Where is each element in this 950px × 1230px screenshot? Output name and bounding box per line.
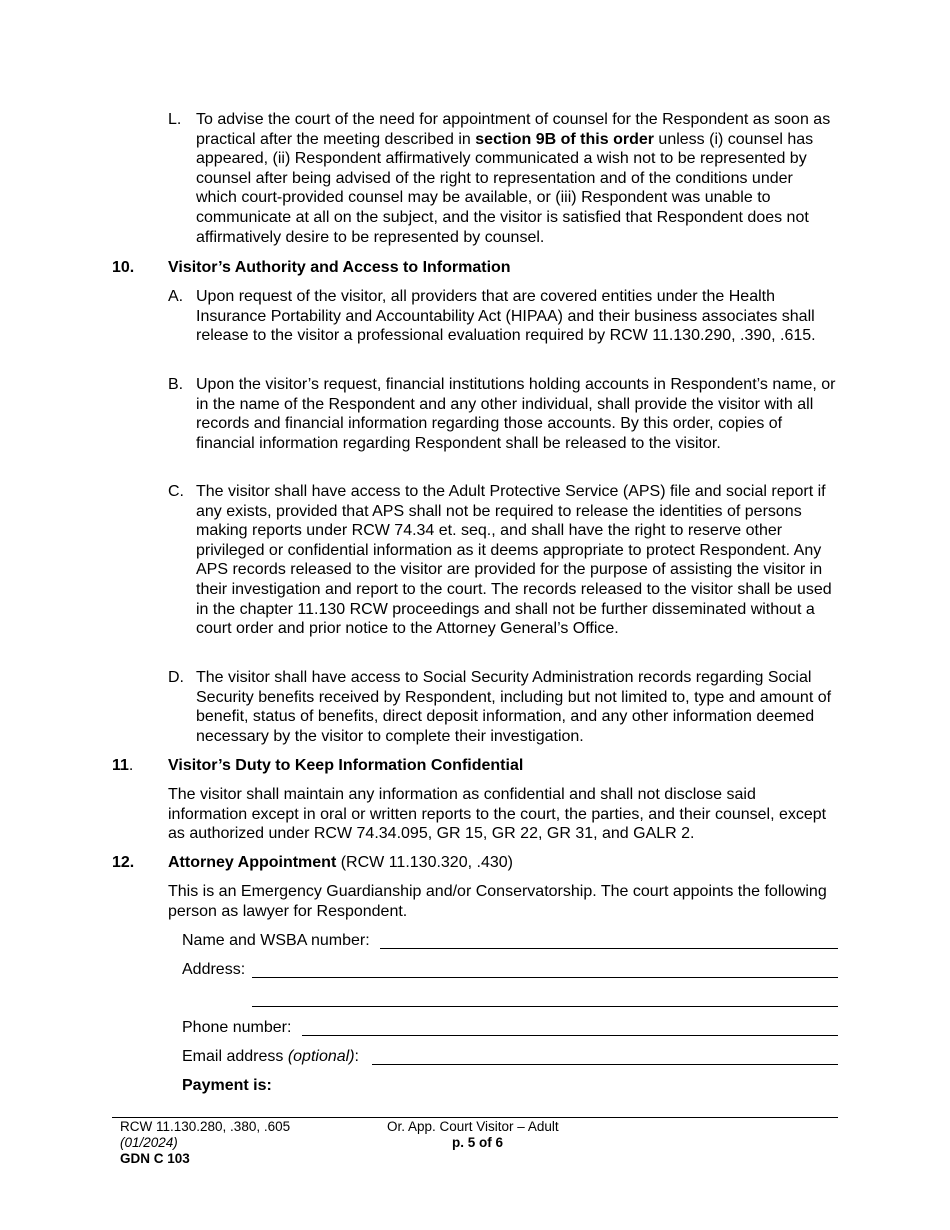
section-11-number — [112, 756, 133, 776]
item-l-letter: L. — [168, 111, 182, 128]
name-wsba-label: Name and WSBA number: — [182, 932, 370, 949]
address-input-line-1[interactable] — [252, 977, 838, 978]
section-11-number-dot: . — [128, 757, 134, 774]
payment-label: Payment is: — [182, 1077, 272, 1094]
item-l-text-post: unless (i) counsel has appeared, (ii) Respondent affirmatively communicated a wish not to be represented by counsel after being advised of the right to representation and of the conditions under which court-provided counsel may be available, or (iii) Respondent was unable to communicate at all on the subject, and the visitor is satisfied that Respondent does not affirmatively desire to be represented by counsel. — [196, 130, 814, 246]
item-l-text-bold: section 9B of this order — [475, 130, 654, 148]
section-11-number-digits: 11 — [112, 757, 129, 774]
section-10-number: 10. — [112, 259, 135, 276]
address-label: Address: — [182, 961, 246, 978]
address-input-line-2[interactable] — [252, 1006, 838, 1007]
footer-divider — [112, 1117, 838, 1118]
email-label — [182, 1047, 359, 1067]
email-label-text: Email address — [182, 1048, 288, 1065]
section-12-body: This is an Emergency Guardianship and/or Conservatorship. The court appoints the following person as lawyer for Respondent. — [168, 883, 827, 920]
item-c-letter: C. — [168, 483, 184, 500]
section-12-title-text: Attorney Appointment — [168, 854, 337, 871]
name-wsba-input[interactable] — [380, 948, 838, 949]
section-12-title-note: (RCW 11.130.320, .430) — [336, 854, 513, 871]
item-b-text: Upon the visitor’s request, financial institutions holding accounts in Respondent’s name, or in the name of the Respondent and any other individual, shall provide the visitor with all records and financial information regarding those accounts. By this order, copies of financial information regarding Respondent shall be released to the visitor. — [196, 376, 836, 452]
item-c-text: The visitor shall have access to the Adult Protective Service (APS) file and social report if any exists, provided that APS shall not be required to release the identities of persons making reports under RCW 74.34 et. seq., and shall have the right to reserve other privileged or confidential information as it deems appropriate to protect Respondent. Any APS records released to the visitor are provided for the purpose of assisting the visitor in their investigation and report to the court. The records released to the visitor shall be used in the chapter 11.130 RCW proceedings and shall not be further disseminated without a court order and prior notice to the Attorney General’s Office. — [196, 483, 832, 638]
item-a-text: Upon request of the visitor, all providers that are covered entities under the Health Insurance Portability and Accountability Act (HIPAA) and their business associates shall release to the visitor a professional evaluation required by RCW 11.130.290, .390, .615. — [196, 288, 816, 345]
section-11-title: Visitor’s Duty to Keep Information Confidential — [168, 757, 524, 774]
phone-input[interactable] — [302, 1035, 838, 1036]
section-11-body: The visitor shall maintain any information as confidential and shall not disclose said information except in oral or written reports to the court, the parties, and their counsel, except as authorized under RCW 74.34.095, GR 15, GR 22, GR 31, and GALR 2. — [168, 786, 827, 843]
phone-label: Phone number: — [182, 1019, 292, 1036]
item-a-letter: A. — [168, 288, 184, 305]
item-l-text — [196, 110, 838, 247]
section-10-item-d — [168, 668, 838, 746]
footer-form-title: Or. App. Court Visitor – Adult — [387, 1119, 559, 1134]
section-10-title: Visitor’s Authority and Access to Information — [168, 259, 511, 276]
item-d-letter: D. — [168, 669, 184, 686]
item-d-text: The visitor shall have access to Social Security Administration records regarding Social Security benefits received by Respondent, including but not limited to, type and amount of benefit, status of benefits, direct deposit information, and any other information deemed necessary by the visitor to complete their investigation. — [196, 669, 832, 745]
section-10-item-b — [168, 375, 838, 453]
email-input[interactable] — [372, 1064, 838, 1065]
section-12-number: 12. — [112, 854, 135, 871]
section-10-item-a — [168, 287, 838, 346]
item-b-letter: B. — [168, 376, 184, 393]
footer-statute: RCW 11.130.280, .380, .605 — [120, 1119, 291, 1134]
item-l — [168, 110, 838, 247]
email-label-colon: : — [354, 1048, 359, 1065]
footer-form-id: GDN C 103 — [120, 1151, 190, 1166]
footer-page-number: p. 5 of 6 — [452, 1135, 504, 1150]
section-10-item-c — [168, 482, 838, 639]
footer-date: (01/2024) — [120, 1135, 178, 1150]
item-l-text-pre: To advise the court of the need for appointment of counsel for the Respondent as soon as practical after the meeting described in — [196, 111, 831, 148]
section-12-title — [168, 853, 513, 873]
email-optional-note: (optional) — [287, 1048, 355, 1065]
